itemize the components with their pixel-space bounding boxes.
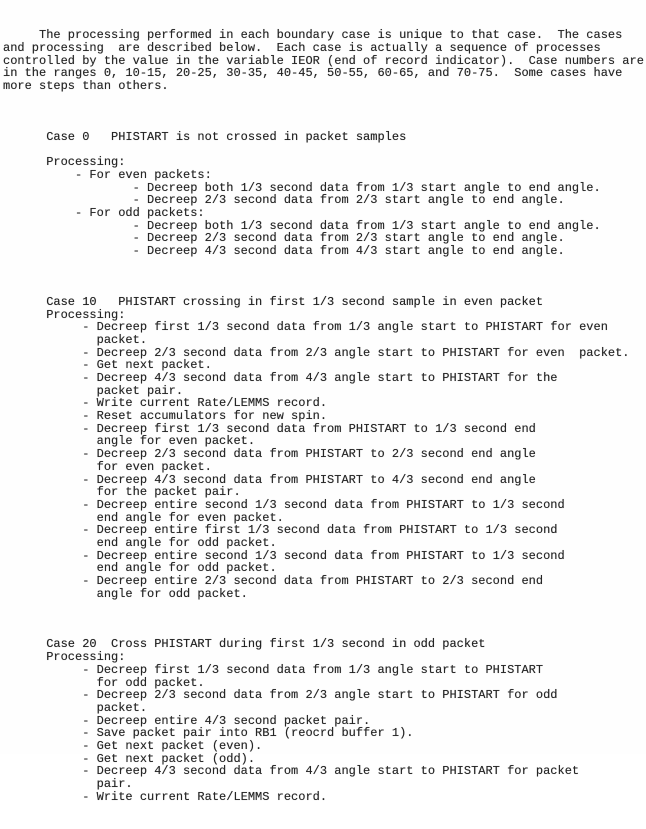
intro-paragraph	[3, 29, 646, 92]
blank-line	[3, 283, 646, 296]
section-case-10-line: - Decreep 2/3 second data from PHISTART to 2/3 second end angle	[3, 447, 536, 462]
section-case-0-line: Processing:	[3, 155, 126, 170]
section-case-0	[3, 118, 646, 258]
section-case-20-line: - Decreep 4/3 second data from 4/3 angle start to PHISTART for packet	[3, 764, 580, 779]
section-case-10-line: end angle for odd packet.	[3, 561, 277, 576]
section-case-10-line: for even packet.	[3, 459, 212, 474]
section-case-10-line: - Decreep entire first 1/3 second data from PHISTART to 1/3 second	[3, 523, 558, 538]
section-case-10-line: end angle for odd packet.	[3, 535, 277, 550]
section-case-20-line: for odd packet.	[3, 675, 205, 690]
section-case-20-line: - Write current Rate/LEMMS record.	[3, 789, 328, 804]
section-case-20	[3, 600, 646, 803]
section-case-10-line: - Decreep first 1/3 second data from PHISTART to 1/3 second end	[3, 421, 536, 436]
section-case-10-line: - Get next packet.	[3, 358, 212, 373]
section-case-20-line: - Decreep first 1/3 second data from 1/3 angle start to PHISTART	[3, 662, 544, 677]
section-case-0-line: - For odd packets:	[3, 206, 205, 221]
blank-line	[3, 600, 646, 613]
section-heading-case-0: Case 0 PHISTART is not crossed in packet samples	[3, 129, 407, 144]
section-case-10-line: - Decreep 2/3 second data from 2/3 angle start to PHISTART for even packet.	[3, 345, 630, 360]
section-case-10-line: for the packet pair.	[3, 485, 241, 500]
section-case-10-line: - Decreep entire second 1/3 second data from PHISTART to 1/3 second	[3, 497, 565, 512]
intro-line: and processing are described below. Each case is actually a sequence of processes	[3, 41, 601, 56]
section-case-0-line: - Decreep 2/3 second data from 2/3 start angle to end angle.	[3, 193, 565, 208]
section-case-10-line: - Decreep entire second 1/3 second data from PHISTART to 1/3 second	[3, 548, 565, 563]
section-case-10-line: angle for even packet.	[3, 434, 256, 449]
section-case-10-line: packet pair.	[3, 383, 184, 398]
intro-line: more steps than others.	[3, 79, 169, 94]
section-case-20-line: - Get next packet (even).	[3, 738, 263, 753]
intro-line: in the ranges 0, 10-15, 20-25, 30-35, 40-45, 50-55, 60-65, and 70-75. Some cases have	[3, 66, 623, 81]
section-case-10-line: packet.	[3, 332, 148, 347]
section-case-10-line: - Write current Rate/LEMMS record.	[3, 396, 328, 411]
section-case-0-line: - For even packets:	[3, 168, 212, 182]
section-case-0-line: - Decreep both 1/3 second data from 1/3 start angle to end angle.	[3, 180, 601, 195]
section-heading-case-10: Case 10 PHISTART crossing in first 1/3 second sample in even packet	[3, 294, 544, 309]
section-case-20-line: packet.	[3, 700, 148, 715]
section-case-10-line: Processing:	[3, 307, 126, 322]
intro-line: controlled by the value in the variable IEOR (end of record indicator). Case numbers are	[3, 53, 644, 68]
section-case-0-line: - Decreep 2/3 second data from 2/3 start angle to end angle.	[3, 231, 565, 246]
blank-line	[3, 271, 646, 284]
case-sections	[3, 118, 646, 803]
section-case-10-line: - Decreep entire 2/3 second data from PHISTART to 2/3 second end	[3, 574, 544, 588]
section-case-10-line: - Reset accumulators for new spin.	[3, 409, 328, 424]
section-case-20-line: - Get next packet (odd).	[3, 751, 256, 766]
section-case-20-line: pair.	[3, 777, 133, 791]
section-case-20-line: - Decreep entire 4/3 second packet pair.	[3, 713, 371, 728]
section-case-10-line: end angle for even packet.	[3, 510, 284, 525]
section-case-10-line: - Decreep 4/3 second data from 4/3 angle start to PHISTART for the	[3, 371, 558, 385]
section-case-20-line: - Save packet pair into RB1 (reocrd buffer 1).	[3, 726, 414, 741]
blank-line	[3, 258, 646, 271]
section-case-20-line: Processing:	[3, 650, 126, 665]
intro-line: The processing performed in each boundary case is unique to that case. The cases	[3, 28, 623, 43]
section-case-0-line: - Decreep 4/3 second data from 4/3 start angle to end angle.	[3, 244, 565, 259]
section-case-0-line: - Decreep both 1/3 second data from 1/3 start angle to end angle.	[3, 218, 601, 233]
section-case-10-line: - Decreep 4/3 second data from PHISTART to 4/3 second end angle	[3, 472, 536, 487]
section-case-10-line: angle for odd packet.	[3, 586, 248, 601]
section-case-10-line: - Decreep first 1/3 second data from 1/3 angle start to PHISTART for even	[3, 320, 608, 335]
section-case-10	[3, 258, 646, 601]
section-heading-case-20: Case 20 Cross PHISTART during first 1/3 second in odd packet	[3, 637, 486, 652]
section-case-20-line: - Decreep 2/3 second data from 2/3 angle start to PHISTART for odd	[3, 688, 558, 703]
blank-line	[3, 613, 646, 626]
